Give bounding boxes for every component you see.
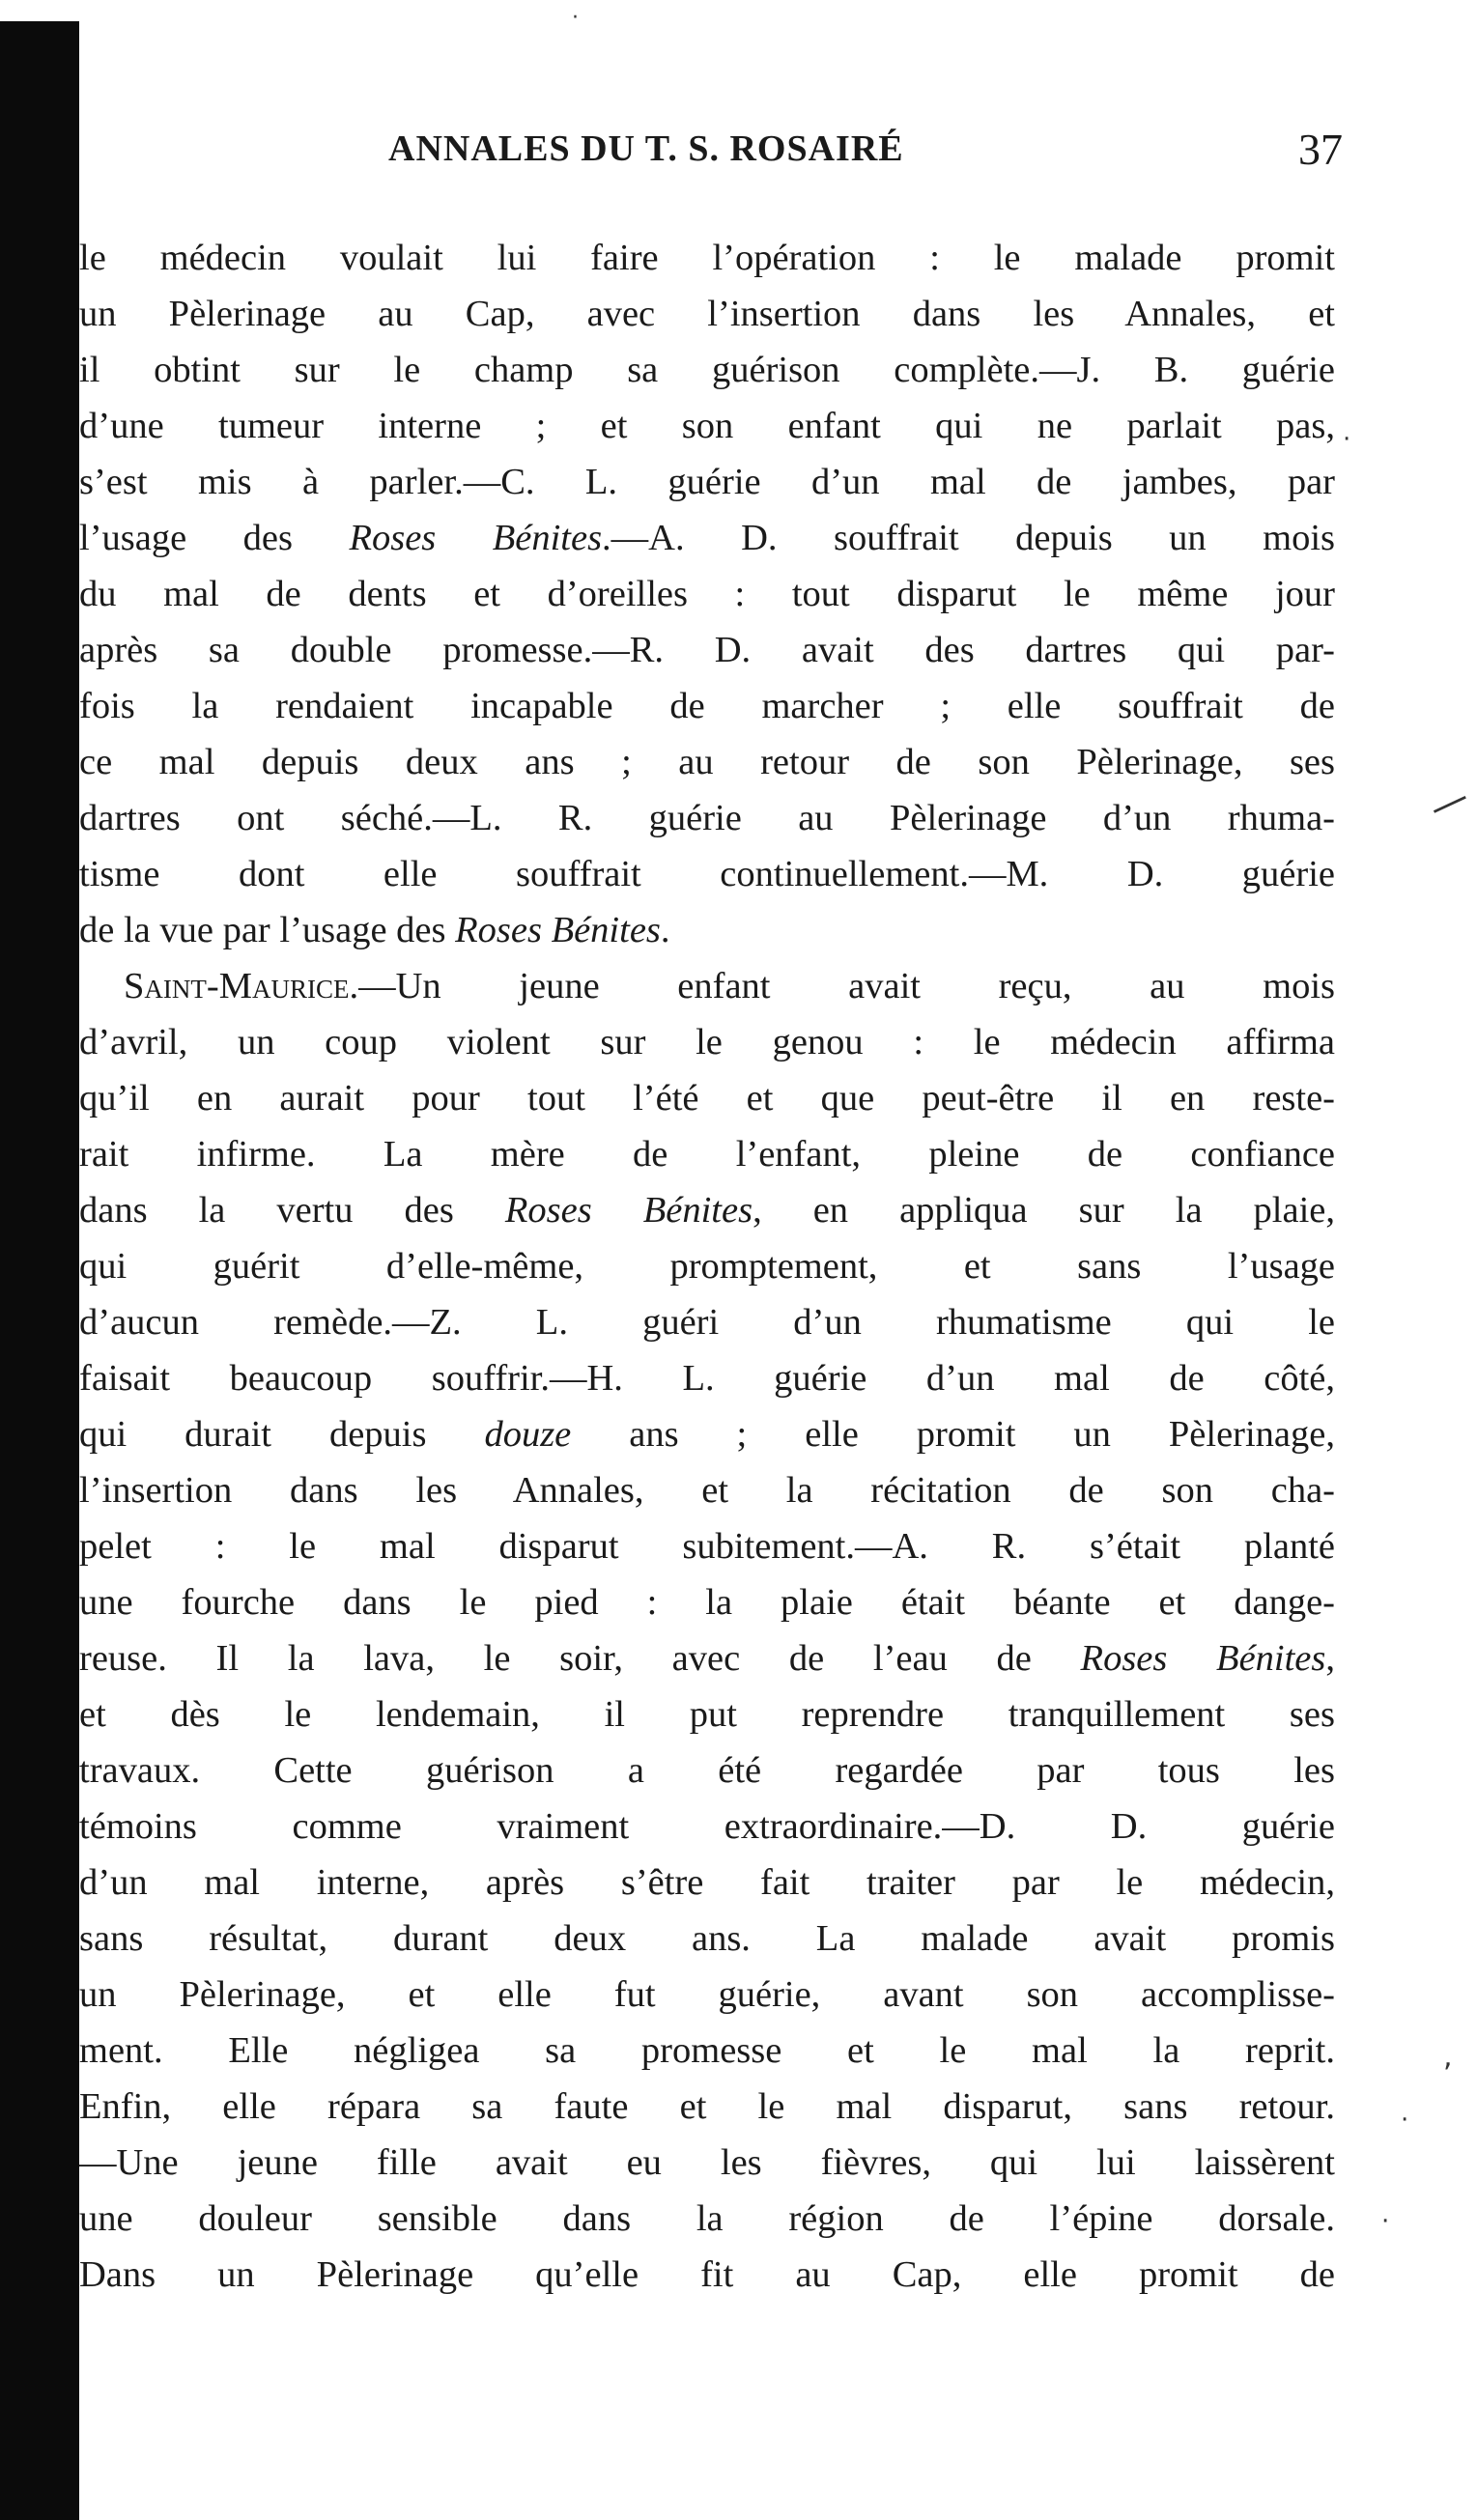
text-line: ce mal depuis deux ans ; au retour de son Pèlerinage, ses (79, 742, 1335, 782)
text-line: rait infirme. La mère de l’enfant, pleine de confiance (79, 1134, 1335, 1175)
text-line: dartres ont séché.—L. R. guérie au Pèlerinage d’un rhuma- (79, 798, 1335, 838)
text-line: d’une tumeur interne ; et son enfant qui ne parlait pas, (79, 406, 1335, 446)
text-line: l’usage des Roses Bénites.—A. D. souffrait depuis un mois (79, 518, 1335, 558)
stray-mark: · (1381, 2207, 1390, 2236)
text-line: qui guérit d’elle-même, promptement, et sans l’usage (79, 1246, 1335, 1287)
text-line-fragment: —Un jeune enfant avait reçu, au mois (358, 966, 1335, 1006)
paragraph-saint-maurice (79, 958, 1335, 2303)
text-line: il obtint sur le champ sa guérison complète.—J. B. guérie (79, 350, 1335, 390)
text-line: du mal de dents et d’oreilles : tout disparut le même jour (79, 574, 1335, 614)
text-line: d’aucun remède.—Z. L. guéri d’un rhumatisme qui le (79, 1302, 1335, 1343)
text-line: témoins comme vraiment extraordinaire.—D. D. guérie (79, 1806, 1335, 1847)
text-line (79, 958, 1335, 1014)
stray-mark: · (572, 6, 579, 30)
text-line: et dès le lendemain, il put reprendre tranquillement ses (79, 1694, 1335, 1735)
stray-mark: · (1401, 2106, 1409, 2135)
text-line: —Une jeune fille avait eu les fièvres, qui lui laissèrent (79, 2142, 1335, 2183)
paragraph-first (79, 230, 1335, 958)
text-line: sans résultat, durant deux ans. La malade avait promis (79, 1918, 1335, 1959)
text-line: une fourche dans le pied : la plaie était béante et dange- (79, 1582, 1335, 1623)
stray-mark: — (1422, 774, 1476, 832)
text-line: ment. Elle négligea sa promesse et le mal la reprit. (79, 2030, 1335, 2071)
text-line: Dans un Pèlerinage qu’elle fit au Cap, elle promit de (79, 2254, 1335, 2295)
text-line: qui durait depuis douze ans ; elle promit un Pèlerinage, (79, 1414, 1335, 1455)
text-line: l’insertion dans les Annales, et la récitation de son cha- (79, 1470, 1335, 1511)
running-head (79, 125, 1343, 185)
text-line: un Pèlerinage au Cap, avec l’insertion dans les Annales, et (79, 294, 1335, 334)
text-line: de la vue par l’usage des Roses Bénites. (79, 910, 670, 950)
page-binding-edge (0, 21, 79, 2520)
text-line: reuse. Il la lava, le soir, avec de l’eau de Roses Bénites, (79, 1638, 1335, 1679)
text-line: qu’il en aurait pour tout l’été et que peut-être il en reste- (79, 1078, 1335, 1118)
text-line: pelet : le mal disparut subitement.—A. R. s’était planté (79, 1526, 1335, 1567)
stray-mark: , (1443, 2040, 1453, 2074)
text-line: Enfin, elle répara sa faute et le mal disparut, sans retour. (79, 2086, 1335, 2127)
text-line: une douleur sensible dans la région de l’épine dorsale. (79, 2198, 1335, 2239)
text-line: faisait beaucoup souffrir.—H. L. guérie d’un mal de côté, (79, 1358, 1335, 1399)
text-line: le médecin voulait lui faire l’opération : le malade promit (79, 238, 1335, 278)
text-line: s’est mis à parler.—C. L. guérie d’un mal de jambes, par (79, 462, 1335, 502)
body-text (79, 230, 1335, 2303)
text-line: d’un mal interne, après s’être fait traiter par le médecin, (79, 1862, 1335, 1903)
text-line: un Pèlerinage, et elle fut guérie, avant son accomplisse- (79, 1974, 1335, 2015)
stray-mark: · (1343, 425, 1351, 454)
place-heading: Saint-Maurice. (124, 966, 359, 1006)
page-number: 37 (1298, 125, 1343, 174)
book-page (79, 0, 1343, 2520)
text-line: d’avril, un coup violent sur le genou : le médecin affirma (79, 1022, 1335, 1062)
text-line: après sa double promesse.—R. D. avait des dartres qui par- (79, 630, 1335, 670)
text-line: fois la rendaient incapable de marcher ; elle souffrait de (79, 686, 1335, 726)
text-line: tisme dont elle souffrait continuellement.—M. D. guérie (79, 854, 1335, 894)
text-line: travaux. Cette guérison a été regardée par tous les (79, 1750, 1335, 1791)
text-line: dans la vertu des Roses Bénites, en appliqua sur la plaie, (79, 1190, 1335, 1231)
running-title: ANNALES DU T. S. ROSAIRÉ (388, 128, 904, 169)
